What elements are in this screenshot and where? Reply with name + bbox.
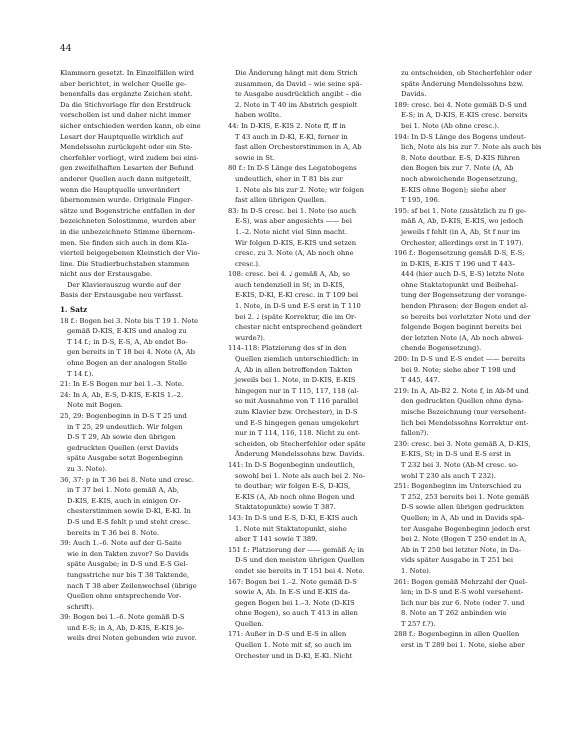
text-line: Die Änderung hängt mit dem Strich	[235, 69, 358, 77]
text-line: der letzten Note (A, Ab noch abwei-	[401, 333, 524, 342]
text-line: jeweils f fehlt (in A, Ab, St f nur im	[401, 227, 520, 236]
text-line: jeweils bei 1. Note, in D-KIS, E-KIS	[235, 376, 356, 385]
text-line: nicht aus der Erstausgabe.	[60, 270, 153, 279]
text-line: aber T 141 sowie T 389.	[235, 535, 318, 544]
text-line: 1.–2. Note nicht viel Sinn macht.	[235, 227, 348, 236]
text-line: 141: In D-S Bogenbeginn undeutlich,	[228, 460, 356, 469]
text-line: Note mit Bogen.	[67, 401, 124, 410]
text-line: te Ausgabe ausdrücklich angibt – die	[235, 90, 362, 99]
text-line: wohl T 230 als auch T 232).	[401, 471, 496, 480]
text-line: späte Ausgabe setzt Bogenbeginn	[67, 454, 183, 463]
text-line: in D-KIS, E-KIS T 196 und T 443–	[401, 259, 516, 268]
text-column-right	[394, 68, 542, 651]
text-line: fast allen Orchesterstimmen in A, Ab	[235, 143, 362, 152]
text-line: späte Ausgabe; in D-S und E-S Gel-	[67, 560, 188, 569]
text-line: gegen Bogen bei 1.–3. Note (D-KIS	[235, 598, 355, 607]
text-line: Klammern gesetzt. In Einzelfällen wird	[60, 69, 194, 77]
text-line: gen zweifelhaften Lesarten der Befund	[60, 164, 194, 173]
text-line: 143: In D-S und E-S, D-Kl, E-KIS auch	[228, 513, 358, 522]
text-line: D-S sowie allen übrigen gedruckten	[401, 503, 525, 512]
text-line: gedruckten Quellen (erst Davids	[67, 443, 179, 452]
text-line: wurde?).	[235, 333, 266, 342]
text-line: 189: cresc. bei 4. Note gemäß D-S und	[394, 100, 527, 109]
text-line: 196 f.: Bogensetzung gemäß D-S, E-S;	[394, 249, 525, 258]
text-line: späte Änderung Mendelssohns bzw.	[401, 79, 524, 88]
text-line: sowie in St.	[235, 153, 275, 162]
text-line: 1. Note).	[401, 566, 432, 575]
text-line: 2. Note in T 40 im Abstrich gespielt	[235, 100, 358, 109]
text-line: chesterstimmen sowie D-Kl, E-Kl. In	[67, 507, 191, 516]
text-line: in T 25, 29 undeutlich. Wir folgen	[67, 422, 183, 431]
text-line: te deutbar; wir folgen E-S, D-KIS,	[235, 482, 351, 491]
text-line: Quellen ohne entsprechende Vor-	[67, 592, 182, 601]
text-line: 288 f.: Bogenbeginn in allen Quellen	[394, 630, 520, 639]
text-line: D-S und den meisten übrigen Quellen	[235, 556, 365, 565]
text-line: T 257 f.?).	[401, 619, 436, 628]
text-line: gemäß D-KIS, E-KIS und analog zu	[67, 327, 187, 336]
text-line: 167: Bogen bei 1.–2. Note gemäß D-S	[228, 577, 357, 586]
section-heading: 1. Satz	[60, 305, 88, 315]
text-line: auch tendenziell in St; in D-KIS,	[235, 280, 345, 289]
text-line: 8. Note deutbar. E-S, D-KIS führen	[401, 153, 520, 162]
text-line: zu 3. Note).	[67, 464, 108, 473]
text-line: Quellen ziemlich unterschiedlich: in	[235, 355, 359, 364]
text-line: 261: Bogen gemäß Mehrzahl der Quel-	[394, 577, 528, 586]
text-line: 44: In D-KIS, E-KIS 2. Note ff, ff in	[228, 121, 346, 130]
text-line: bei 2. ♩ (späte Korrektur, die im Or-	[235, 312, 357, 321]
text-line: henden Phrasen: der Bogen endet al-	[401, 302, 529, 311]
text-line: in T 37 bei 1. Note gemäß A, Ab,	[67, 486, 179, 495]
text-line: 195: sf bei 1. Note (zusätzlich zu f) ge-	[394, 206, 527, 215]
text-line: schrift).	[67, 602, 94, 611]
text-line: 39: Auch 1.–6. Note auf der G-Saite	[60, 539, 182, 548]
text-line: E-KIS, D-Kl, E-Kl cresc. in T 109 bei	[235, 291, 359, 300]
text-line: in die unbezeichnete Stimme übernom-	[60, 227, 195, 236]
text-line: T 195, 196.	[401, 196, 440, 205]
text-line: cherfehler vorliegt, wird zudem bei eini-	[60, 153, 199, 162]
text-line: den gedruckten Quellen ohne dyna-	[401, 397, 524, 406]
text-line: Da die Stichvorlage für den Erstdruck	[60, 100, 191, 109]
text-line: cresc. zu 3. Note (A, Ab noch ohne	[235, 249, 354, 258]
text-line: haben wollte.	[235, 111, 282, 120]
text-line: folgende Bogen beginnt bereits bei	[401, 323, 522, 332]
text-line: so mit Ausnahme von T 116 parallel	[235, 397, 359, 406]
text-line: 24: In A, Ab, E-S, D-KIS, E-KIS 1.–2.	[60, 390, 184, 399]
text-line: E-KIS, St; in D-S und E-S erst in	[401, 450, 512, 459]
text-line: cresc.).	[235, 259, 261, 268]
text-line: 21: In E-S Bogen nur bei 1.–3. Note.	[60, 380, 185, 389]
text-line: gen bereits in T 18 bei 4. Note (A, Ab	[67, 348, 195, 357]
text-line: aber berichtet, in welcher Quelle ge-	[60, 79, 187, 88]
text-line: Mendelssohn zurückgeht oder ein Ste-	[60, 143, 193, 152]
text-line: den Bogen bis zur 7. Note (A, Ab	[401, 164, 514, 173]
text-line: 200: In D-S und E-S endet —— bereits	[394, 355, 526, 364]
text-line: bei 1. Note (Ab ohne cresc.).	[401, 121, 500, 130]
text-line: 83: In D-S cresc. bei 1. Note (so auch	[228, 206, 357, 215]
text-line: 25, 29: Bogenbeginn in D-S T 25 und	[60, 412, 187, 420]
text-line: T 43 auch in D-Kl, E-Kl, ferner in	[235, 132, 348, 141]
text-line: lich, Note als bis zur 7. Note als auch bis	[401, 143, 542, 152]
text-line: ter Ausgabe Bogenbeginn jedoch erst	[401, 524, 531, 533]
text-line: D-S und E-S fehlt p und steht cresc.	[67, 517, 191, 526]
text-line: fallen?).	[401, 429, 429, 438]
text-line: 151 f.: Platzierung der —— gemäß A; in	[228, 545, 364, 554]
text-line: fast allen übrigen Quellen.	[235, 196, 327, 205]
text-line: sowohl bei 1. Note als auch bei 2. No-	[235, 471, 365, 480]
text-line: Orchester und in D-Kl, E-Kl. Nicht	[235, 651, 353, 660]
text-line: E-S), was aber angesichts —— bei	[235, 217, 352, 226]
text-line: chende Bogensetzung).	[401, 344, 482, 353]
text-line: Der Klavierauszug wurde auf der	[67, 280, 181, 289]
text-line: endet sie bereits in T 151 bei 4. Note.	[235, 566, 365, 575]
text-line: 1. Note als bis zur 2. Note; wir folgen	[235, 185, 364, 194]
text-line: lich nur bis zur 6. Note (oder 7. und	[401, 598, 525, 607]
text-line: so bereits bei vorletzter Note und der	[401, 312, 531, 321]
text-line: benenfalls das ergänzte Zeichen steht.	[60, 90, 193, 99]
text-line: zusammen, da David – wie seine spä-	[235, 79, 362, 88]
text-line: 18 f.: Bogen bei 3. Note bis T 19 1. Note	[60, 316, 199, 325]
text-line: zum Klavier bzw. Orchester), in D-S	[235, 408, 358, 416]
text-line: 444 (hier auch D-S, E-S) letzte Note	[401, 270, 525, 279]
text-line: vids später Ausgabe in T 251 bei	[401, 556, 514, 565]
text-line: Quellen; in A, Ab und in Davids spä-	[401, 513, 525, 522]
text-line: E-KIS ohne Bogen); siehe aber	[401, 185, 507, 194]
text-line: tungsstriche nur bis T 38 Taktende,	[67, 570, 190, 579]
text-line: ohne Bogen an der analogen Stelle	[67, 359, 188, 368]
text-line: bereits in T 36 bei 8. Note.	[67, 528, 160, 537]
text-line: Quellen.	[235, 619, 264, 628]
text-line: anderer Quellen auch dann mitgeteilt,	[60, 174, 192, 183]
text-line: erst in T 289 bei 1. Note, siehe aber	[401, 641, 525, 650]
text-line: 194: In D-S Länge des Bogens undeut-	[394, 132, 526, 141]
text-line: E-S; in A, D-KIS, E-KIS cresc. bereits	[401, 111, 528, 120]
text-line: tung der Bogensetzung der vorange-	[401, 291, 527, 300]
text-line: undeutlich, eher in T 81 bis zur	[235, 174, 343, 183]
text-line: sätze und Bogenstriche entfallen in der	[60, 206, 196, 215]
text-line: chester nicht entsprechend geändert	[235, 323, 363, 332]
text-line: Orchester, allerdings erst in T 197).	[401, 238, 524, 247]
text-line: Staktatopunkte) sowie T 387.	[235, 503, 336, 512]
text-line: und E-S; in A, Ab, D-KIS, E-KIS je-	[67, 623, 185, 632]
text-line: zu entscheiden, ob Stecherfehler oder	[401, 69, 532, 77]
text-line: 251: Bogenbeginn im Unterschied zu	[394, 482, 522, 491]
text-line: vierteil beigegebenen Kleinstich der Vio-	[60, 249, 200, 258]
text-line: und E-S hingegen genau umgekehrt	[235, 418, 359, 427]
text-line: mische Bezeichnung (nur versehent-	[401, 408, 527, 416]
text-line: Davids.	[401, 90, 427, 99]
text-column-middle	[228, 68, 376, 661]
text-line: 8. Note an T 262 anbinden wie	[401, 609, 507, 618]
text-line: wie in den Takten zuvor? So Davids	[67, 549, 189, 558]
text-line: Wir folgen D-KIS, E-KIS und setzen	[235, 238, 357, 247]
text-line: bei 9. Note; siehe aber T 198 und	[401, 365, 516, 374]
text-line: sicher entschieden werden kann, ob eine	[60, 121, 201, 130]
text-line: 114–118: Platzierung des sf in den	[228, 344, 347, 353]
text-line: A, Ab in allen betreffenden Takten	[235, 365, 353, 374]
text-line: ohne Staktatopunkt und Beibehal-	[401, 280, 519, 289]
text-line: bezeichneten Solostimme, wurden aber	[60, 217, 196, 226]
text-line: line. Die Studierbuchstaben stammen	[60, 259, 190, 268]
text-line: Änderung Mendelssohns bzw. Davids.	[235, 450, 365, 459]
text-line: T 14 f.; in D-S, E-S, A, Ab endet Bo-	[67, 337, 188, 346]
text-line: übernommen wurde. Originale Finger-	[60, 196, 193, 205]
text-line: ohne Bogen), so auch T 413 in allen	[235, 609, 358, 618]
text-line: Lesart der Hauptquelle wirklich auf	[60, 132, 183, 141]
text-line: T 232 bei 3. Note (Ab-M cresc. so-	[401, 460, 519, 469]
text-line: E-KIS (A, Ab noch ohne Bogen und	[235, 492, 355, 501]
text-line: 39: Bogen bei 1.–6. Note gemäß D-S	[60, 613, 185, 622]
text-line: 1. Note, in D-S und E-S erst in T 110	[235, 302, 361, 311]
text-line: scheiden, ob Stecherfehler oder späte	[235, 439, 366, 448]
text-column-left	[60, 68, 208, 644]
text-line: 171: Außer in D-S und E-S in allen	[228, 630, 347, 639]
text-line: len; in D-S und E-S wohl versehent-	[401, 588, 524, 597]
text-line: wenn die Hauptquelle unverändert	[60, 185, 181, 194]
text-line: lich bei Mendelssohns Korrektur ent-	[401, 418, 529, 427]
text-line: 1. Note mit Staktatopunkt, siehe	[235, 524, 347, 533]
text-line: Quellen 1. Note mit sf, so auch im	[235, 641, 352, 650]
text-line: mäß A, Ab, D-KIS, E-KIS, wo jedoch	[401, 217, 524, 226]
text-line: D-KIS, E-KIS, auch in einigen Or-	[67, 496, 181, 505]
text-line: T 252, 253 bereits bei 1. Note gemäß	[401, 492, 530, 501]
text-line: noch abweichende Bogensetzung,	[401, 174, 518, 183]
text-line: weils drei Noten gebunden wie zuvor.	[67, 634, 197, 643]
text-line: 80 f.: In D-S Länge des Legatobogens	[228, 164, 357, 173]
text-line: Ab in T 250 bei letzter Note, in Da-	[401, 545, 522, 554]
text-line: T 14 f.).	[67, 369, 94, 378]
text-line: 230: cresc. bei 3. Note gemäß A, D-KIS,	[394, 439, 531, 448]
text-line: bei 2. Note (Bogen T 250 endet in A,	[401, 535, 527, 544]
text-line: men. Sie finden sich auch in dem Kla-	[60, 238, 190, 247]
text-line: verschollen ist und daher nicht immer	[60, 111, 191, 120]
page-number: 44	[60, 44, 72, 54]
text-line: sowie A, Ab. In E-S und E-KIS da-	[235, 588, 351, 597]
text-line: 36, 37: p in T 36 bei 8. Note und cresc.	[60, 475, 194, 484]
text-line: nur in T 114, 116, 118. Nicht zu ent-	[235, 429, 361, 438]
text-line: 108: cresc. bei 4. ♩ gemäß A, Ab, so	[228, 270, 350, 279]
text-line: Basis der Erstausgabe neu verfasst.	[60, 291, 184, 300]
text-line: D-S T 29, Ab sowie den übrigen	[67, 433, 176, 442]
text-line: hingegen nur in T 115, 117, 118 (al-	[235, 386, 359, 395]
text-line: nach T 38 aber Zeilenwechsel (übrige	[67, 581, 197, 590]
text-line: 219: In A, Ab-B2 2. Note f, in Ab-M und	[394, 386, 529, 395]
text-line: T 445, 447.	[401, 376, 440, 385]
